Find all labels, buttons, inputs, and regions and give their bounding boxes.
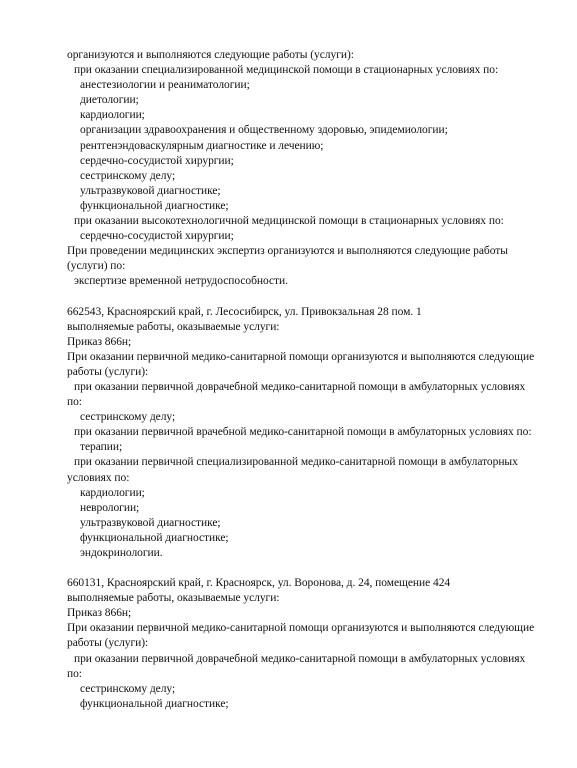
text-line: экспертизе временной нетрудоспособности.: [74, 275, 288, 288]
text-line: (услуги) по:: [67, 260, 126, 273]
text-line: при оказании первичной доврачебной медико-санитарной помощи в амбулаторных условиях: [74, 380, 526, 393]
text-line: при оказании первичной доврачебной медико-санитарной помощи в амбулаторных условиях: [74, 652, 526, 665]
text-line: сердечно-сосудистой хирургии;: [80, 154, 234, 167]
text-line: неврологии;: [80, 501, 140, 514]
text-line: условиях по:: [67, 471, 130, 484]
text-line: при оказании высокотехнологичной медицинской помощи в стационарных условиях по:: [74, 215, 504, 228]
text-line: при оказании первичной специализированной медико-санитарной помощи в амбулаторных: [74, 456, 518, 469]
text-line: эндокринологии.: [80, 547, 163, 559]
text-line: функциональной диагностике;: [80, 697, 229, 710]
text-line: ультразвуковой диагностике;: [80, 516, 221, 529]
text-line: анестезиологии и реаниматологии;: [80, 79, 250, 92]
text-line: При оказании первичной медико-санитарной помощи организуются и выполняются следующие: [67, 350, 535, 363]
text-line: выполняемые работы, оказываемые услуги:: [67, 592, 280, 605]
text-line: сестринскому делу;: [80, 411, 176, 424]
text-line: терапии;: [80, 441, 123, 454]
text-line: функциональной диагностике;: [80, 531, 229, 544]
text-line: При проведении медицинских экспертиз организуются и выполняются следующие работы: [67, 245, 508, 258]
text-line: организации здравоохранения и общественному здоровью, эпидемиологии;: [80, 124, 448, 137]
text-line: при оказании специализированной медицинской помощи в стационарных условиях по:: [74, 64, 499, 77]
text-line: 662543, Красноярский край, г. Лесосибирск, ул. Привокзальная 28 пом. 1: [67, 305, 422, 318]
text-line: сестринскому делу;: [80, 169, 176, 182]
text-line: ультразвуковой диагностике;: [80, 184, 221, 197]
text-line: кардиологии;: [80, 486, 145, 499]
text-section-lesosibirsk-address: [67, 305, 537, 562]
text-line: Приказ 866н;: [67, 335, 132, 348]
text-line: сердечно-сосудистой хирургии;: [80, 230, 234, 243]
paragraph-gap: [67, 290, 537, 305]
text-line: организуются и выполняются следующие работы (услуги):: [67, 49, 354, 61]
text-line: диетологии;: [80, 94, 139, 107]
paragraph-gap: [67, 561, 537, 576]
text-line: функциональной диагностике;: [80, 199, 229, 212]
text-line: Приказ 866н;: [67, 607, 132, 620]
text-line: кардиологии;: [80, 109, 145, 122]
text-section-services-hospital: [67, 48, 537, 290]
text-line: рентгенэндоваскулярным диагностике и лечению;: [80, 139, 324, 152]
text-line: сестринскому делу;: [80, 682, 176, 695]
text-section-krasnoyarsk-address: [67, 576, 537, 712]
text-line: по:: [67, 396, 82, 409]
text-line: выполняемые работы, оказываемые услуги:: [67, 320, 280, 333]
text-line: работы (услуги):: [67, 637, 149, 650]
text-line: 660131, Красноярский край, г. Красноярск, ул. Воронова, д. 24, помещение 424: [67, 577, 451, 590]
text-line: при оказании первичной врачебной медико-санитарной помощи в амбулаторных условиях по:: [74, 426, 532, 439]
text-line: работы (услуги):: [67, 365, 149, 378]
text-line: по:: [67, 667, 82, 680]
text-line: При оказании первичной медико-санитарной помощи организуются и выполняются следующие: [67, 622, 535, 635]
